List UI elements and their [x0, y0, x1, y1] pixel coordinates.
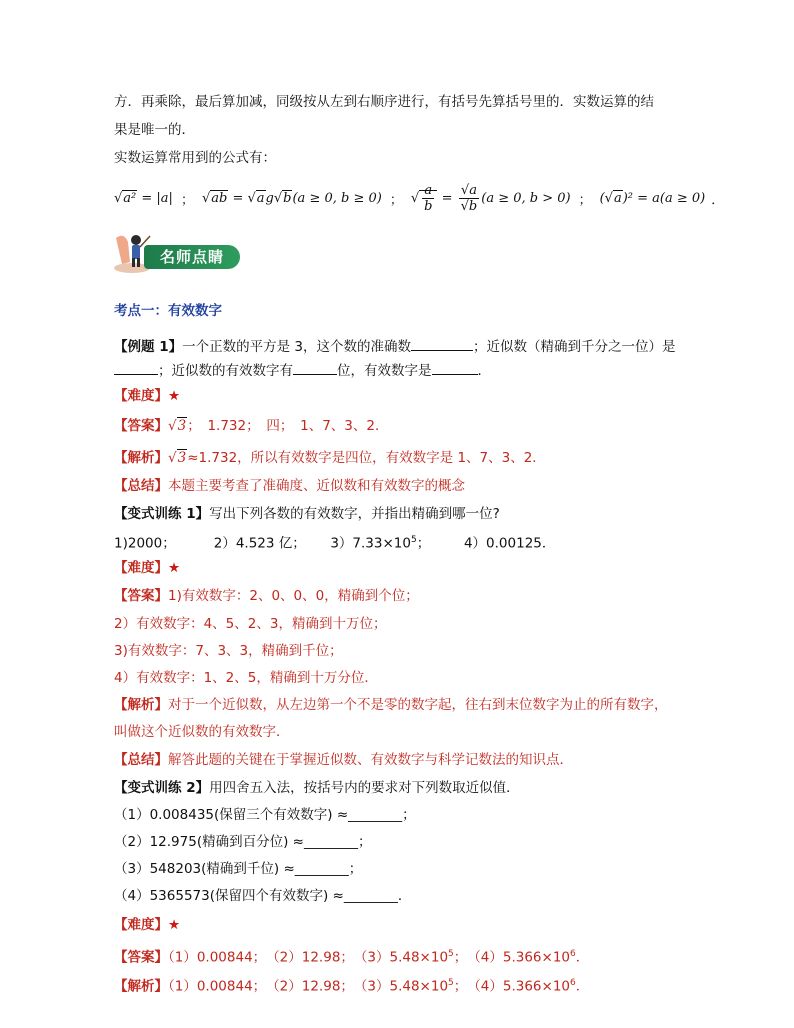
formula-sqrt-frac: √ $\frac{a}{b}$ = $\frac{√a}{√b}$ (a ≥ 0, b > 0) — [410, 182, 571, 214]
variant1-items: 1)2000； 2）4.523 亿； $3)7.33\times 10^5$； 4）0.00125． — [114, 535, 556, 552]
section-title: 考点一：有效数字 — [114, 303, 222, 319]
example1-difficulty: 【难度】★ — [114, 388, 181, 404]
variant2-analysis: 【解析】（1）0.00844； （2）12.98； $(3)5.48\times 10^5$； $(4)5.366\times 10^6$． — [114, 978, 590, 995]
variant2-answer: 【答案】（1）0.00844； （2）12.98； $(3)5.48\times 10^5$； $(4)5.366\times 10^6$． — [114, 949, 590, 966]
example1-question-line1: 【例题 1】一个正数的平方是 3，这个数的准确数 ；近似数（精确到千分之一位）是 — [114, 336, 675, 357]
variant1-analysis-2: 叫做这个近似数的有效数字． — [114, 724, 290, 740]
example1-answer: 【答案】√3； 1.732； 四； 1、7、3、2． — [114, 418, 389, 434]
badge-label: 名师点睛 — [144, 245, 240, 269]
variant2-q1: （1）0.008435(保留三个有效数字) ≈________； — [114, 807, 416, 823]
variant1-summary: 【总结】解答此题的关键在于掌握近似数、有效数字与科学记数法的知识点． — [114, 752, 573, 768]
star-icon: ★ — [168, 388, 181, 404]
formula-row: √a² = |a| ； √ab = √ag√b(a ≥ 0, b ≥ 0) ； √ $\frac{a}{b}$ = $\frac{√a}{√b}$ (a ≥ 0, b > 0) ； (√a)² = a(a ≥ 0) ． — [114, 182, 725, 214]
variant1-question: 【变式训练 1】写出下列各数的有效数字，并指出精确到哪一位? — [114, 506, 500, 522]
example1-question-line2: ；近似数的有效数字有 位，有效数字是 ． — [114, 360, 491, 381]
variant1-analysis-1: 【解析】对于一个近似数，从左边第一个不是零的数字起，往右到末位数字为止的所有数字， — [114, 697, 668, 713]
formula-sqrt-ab: √ab = √ag√b(a ≥ 0, b ≥ 0) — [201, 190, 382, 206]
star-icon: ★ — [168, 917, 181, 933]
answer-blank — [114, 360, 158, 375]
variant2-difficulty: 【难度】★ — [114, 917, 181, 933]
answer-blank — [432, 360, 478, 375]
variant2-question: 【变式训练 2】用四舍五入法，按括号内的要求对下列数取近似值． — [114, 780, 520, 796]
example1-analysis: 【解析】√3≈1.732，所以有效数字是四位，有效数字是 1、7、3、2． — [114, 450, 546, 466]
intro-line-3: 实数运算常用到的公式有： — [114, 150, 276, 166]
teacher-tips-badge — [110, 228, 240, 276]
variant2-q2: （2）12.975(精确到百分位) ≈________； — [114, 834, 372, 850]
variant1-answer-1: 【答案】1)有效数字：2、0、0、0，精确到个位； — [114, 588, 419, 604]
variant1-answer-3: 3)有效数字：7、3、3，精确到千位； — [114, 643, 343, 659]
intro-line-1: 方．再乘除，最后算加减，同级按从左到右顺序进行，有括号先算括号里的．实数运算的结 — [114, 94, 654, 110]
formula-square-sqrt: (√a)² = a(a ≥ 0) — [599, 190, 706, 206]
answer-blank — [411, 336, 473, 351]
intro-line-2: 果是唯一的． — [114, 122, 195, 138]
variant1-difficulty: 【难度】★ — [114, 560, 181, 576]
example1-summary: 【总结】本题主要考查了准确度、近似数和有效数字的概念 — [114, 478, 465, 494]
variant1-answer-2: 2）有效数字：4、5、2、3，精确到十万位； — [114, 616, 387, 632]
variant2-q4: （4）5365573(保留四个有效数字) ≈________． — [114, 888, 412, 904]
variant1-answer-4: 4）有效数字：1、2、5，精确到十万分位． — [114, 670, 378, 686]
formula-sqrt-a2: √a² = |a| — [114, 190, 173, 206]
answer-blank — [293, 360, 337, 375]
star-icon: ★ — [168, 560, 181, 576]
variant2-q3: （3）548203(精确到千位) ≈________； — [114, 861, 363, 877]
